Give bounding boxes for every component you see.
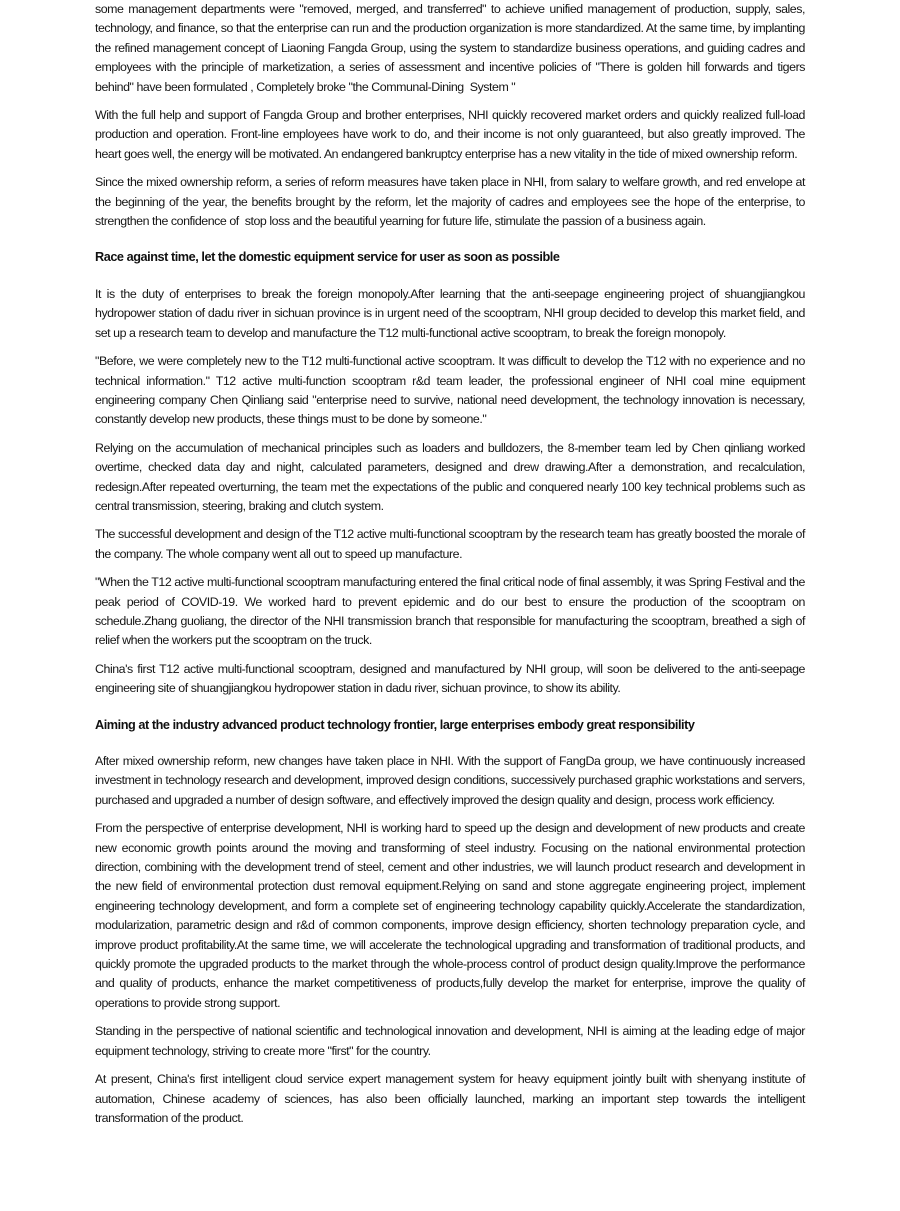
body-paragraph: "Before, we were completely new to the T12 multi-functional active scooptram. It was difficult to develop the T12 with no experience and no technical information." T12 active multi-function scooptram r&d team leader, the professional engineer of NHI coal mine equipment engineering company Chen Qinliang said "enterprise need to survive, national need development, the technology innovation is necessary, constantly develop new products, these things must to be done by someone.": [95, 354, 805, 427]
body-paragraph: It is the duty of enterprises to break the foreign monopoly.After learning that the anti-seepage engineering project of shuangjiangkou hydropower station of dadu river in sichuan province is in urgent need of the scooptram, NHI group decided to develop this market field, and set up a research team to develop and manufacture the T12 multi-functional active scooptram, to break the foreign monopoly.: [95, 286, 805, 340]
body-paragraph: At present, China's first intelligent cloud service expert management system for heavy equipment jointly built with shenyang institute of automation, Chinese academy of sciences, has also been officially launched, marking an important step towards the intelligent transformation of the product.: [95, 1072, 805, 1125]
body-paragraph: After mixed ownership reform, new changes have taken place in NHI. With the support of FangDa group, we have continuously increased investment in technology research and development, improved design conditions, successively purchased graphic workstations and servers, purchased and upgraded a number of design software, and effectively improved the design quality and design, process work efficiency.: [95, 754, 805, 807]
body-paragraph: The successful development and design of the T12 active multi-functional scooptram by the research team has greatly boosted the morale of the company. The whole company went all out to speed up manufacture.: [95, 527, 805, 561]
body-paragraph: China's first T12 active multi-functional scooptram, designed and manufactured by NHI group, will soon be delivered to the anti-seepage engineering site of shuangjiangkou hydropower station in dadu river, sichuan province, to show its ability.: [95, 661, 805, 696]
body-paragraph: With the full help and support of Fangda Group and brother enterprises, NHI quickly recovered market orders and quickly realized full-load production and operation. Front-line employees have work to do, and their income is not only guaranteed, but also greatly improved. The heart goes well, the energy will be motivated. An endangered bankruptcy enterprise has a new vitality in the tide of mixed ownership reform.: [95, 108, 805, 161]
body-paragraph: some management departments were "removed, merged, and transferred" to achieve unified management of production, supply, sales, technology, and finance, so that the enterprise can run and the production organization is more standardized. At the same time, by implanting the refined management concept of Liaoning Fangda Group, using the system to standardize business operations, and guiding cadres and employees with the principle of marketization, a series of assessment and incentive policies of "There is golden hill forwards and tigers behind" have been formulated , Completely broke "the Communal-Dining System ": [95, 2, 805, 94]
body-paragraph: "When the T12 active multi-functional scooptram manufacturing entered the final critical node of final assembly, it was Spring Festival and the peak period of COVID-19. We worked hard to prevent epidemic and do our best to ensure the production of the scooptram on schedule.Zhang guoliang, the director of the NHI transmission branch that responsible for manufacturing the scooptram, breathed a sigh of relief when the workers put the scooptram on the truck.: [95, 575, 805, 648]
body-paragraph: Standing in the perspective of national scientific and technological innovation and development, NHI is aiming at the leading edge of major equipment technology, striving to create more "first" for the country.: [95, 1024, 805, 1058]
section-heading: Aiming at the industry advanced product technology frontier, large enterprises embody great responsibility: [95, 717, 695, 732]
section-heading: Race against time, let the domestic equipment service for user as soon as possible: [95, 250, 560, 265]
body-paragraph: From the perspective of enterprise development, NHI is working hard to speed up the design and development of new products and create new economic growth points around the moving and transforming of steel industry. Focusing on the national environmental protection direction, combining with the development trend of steel, cement and other industries, we will launch product research and development in the new field of environmental protection dust removal equipment.Relying on sand and stone aggregate engineering project, implement engineering technology development, and form a complete set of engineering technology capability quickly.Accelerate the standardization, modularization, parametric design and r&d of common components, improve design efficiency, shorten technology preparation cycle, and improve product profitability.At the same time, we will accelerate the technological upgrading and transformation of traditional products, and quickly promote the upgraded products to the market through the whole-process control of product design quality.Improve the performance and quality of products, enhance the market competitiveness of products,fully develop the market for enterprise, improve the quality of operations to provide strong support.: [95, 821, 805, 1010]
body-paragraph: Relying on the accumulation of mechanical principles such as loaders and bulldozers, the 8-member team led by Chen qinliang worked overtime, checked data day and night, calculated parameters, designed and drew drawing.After a demonstration, and recalculation, redesign.After repeated overturning, the team met the expectations of the public and conquered nearly 100 key technical problems such as central transmission, steering, braking and clutch system.: [95, 440, 805, 513]
body-paragraph: Since the mixed ownership reform, a series of reform measures have taken place in NHI, from salary to welfare growth, and red envelope at the beginning of the year, the benefits brought by the reform, let the majority of cadres and employees see the hope of the enterprise, to strengthen the confidence of stop loss and the beautiful yearning for future life, stimulate the passion of a business again.: [95, 175, 805, 229]
